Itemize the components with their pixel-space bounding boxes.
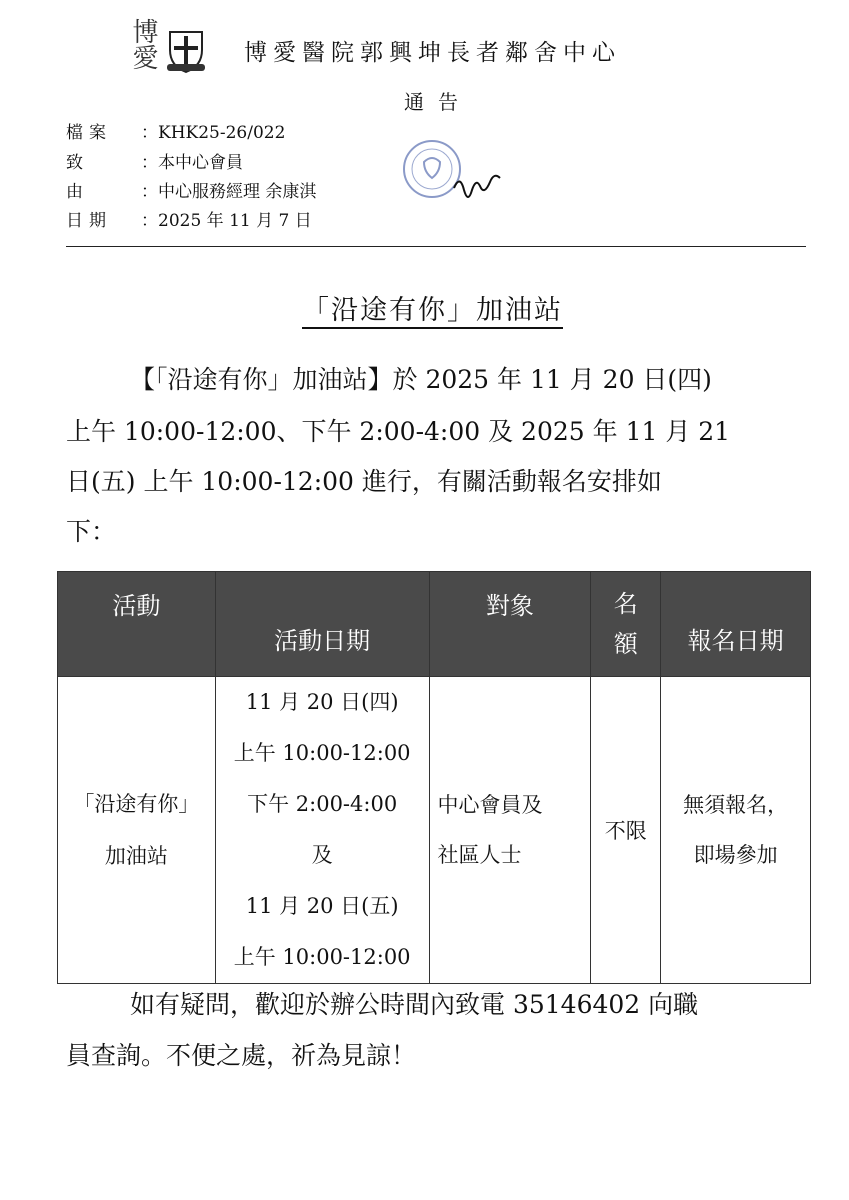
date-line-3: 下午 2:00-4:00 [247,792,398,816]
meta-from-value: ：中心服務經理 余康淇 [141,182,317,202]
date-line-5: 11 月 20 日(五) [245,894,399,918]
meta-date-value: ：2025 年 11 月 7 日 [141,211,312,231]
intro-line-2: 上午 10:00-12:00、下午 2:00-4:00 及 2025 年 11 月 21 [66,417,731,446]
hospital-emblem-icon [164,28,208,74]
schedule-table [57,571,811,984]
cell-quota: 不限 [591,677,661,984]
intro-line-1: 【「沿途有你」加油站】於 2025 年 11 月 20 日(四) [130,365,712,394]
registration-line-2: 即場參加 [693,843,778,867]
intro-line-3: 日(五) 上午 10:00-12:00 進行，有關活動報名安排如 [66,467,662,496]
meta-to-value: ：本中心會員 [141,153,243,173]
meta-from-label: 由 [66,182,89,202]
meta-to-row [66,148,243,173]
cell-registration [661,677,811,984]
header-quota-2: 額 [613,630,638,658]
table-header-row [58,572,811,677]
meta-file-row [66,118,285,143]
date-line-4: 及 [311,843,333,867]
meta-date-label: 日期 [66,211,112,231]
footer-line-2: 員查詢。不便之處，祈為見諒！ [66,1041,417,1070]
header-divider [66,246,806,247]
meta-to-label: 致 [66,153,89,173]
meta-date-row [66,206,312,231]
header-activity: 活動 [58,572,216,677]
registration-line-1: 無須報名， [683,793,789,817]
cell-target [429,677,591,984]
date-line-1: 11 月 20 日(四) [245,690,399,714]
meta-from-row [66,177,316,202]
header-registration: 報名日期 [661,572,811,677]
cell-dates [215,677,429,984]
header-quota [591,572,661,677]
footer-line-1: 如有疑問，歡迎於辦公時間內致電 35146402 向職 [130,990,699,1019]
date-line-2: 上午 10:00-12:00 [233,741,411,765]
signature-icon [450,160,502,206]
activity-line-1: 「沿途有你」 [73,792,200,816]
header-date: 活動日期 [215,572,429,677]
notice-title: 通告 [404,90,472,114]
cell-activity [58,677,216,984]
target-line-2: 社區人士 [437,843,522,867]
activity-line-2: 加油站 [104,844,168,868]
meta-file-value: ：KHK25-26/022 [141,123,286,143]
intro-line-4: 下： [66,517,117,546]
header-target: 對象 [429,572,591,677]
logo-calligraphy: 博愛 [128,18,158,70]
main-title: 「沿途有你」加油站 [302,295,563,326]
org-name: 博愛醫院郭興坤長者鄰舍中心 [244,40,621,66]
date-line-6: 上午 10:00-12:00 [233,945,411,969]
table-row [58,677,811,984]
meta-file-label: 檔案 [66,123,112,143]
header-quota-1: 名 [613,590,638,618]
target-line-1: 中心會員及 [437,793,543,817]
